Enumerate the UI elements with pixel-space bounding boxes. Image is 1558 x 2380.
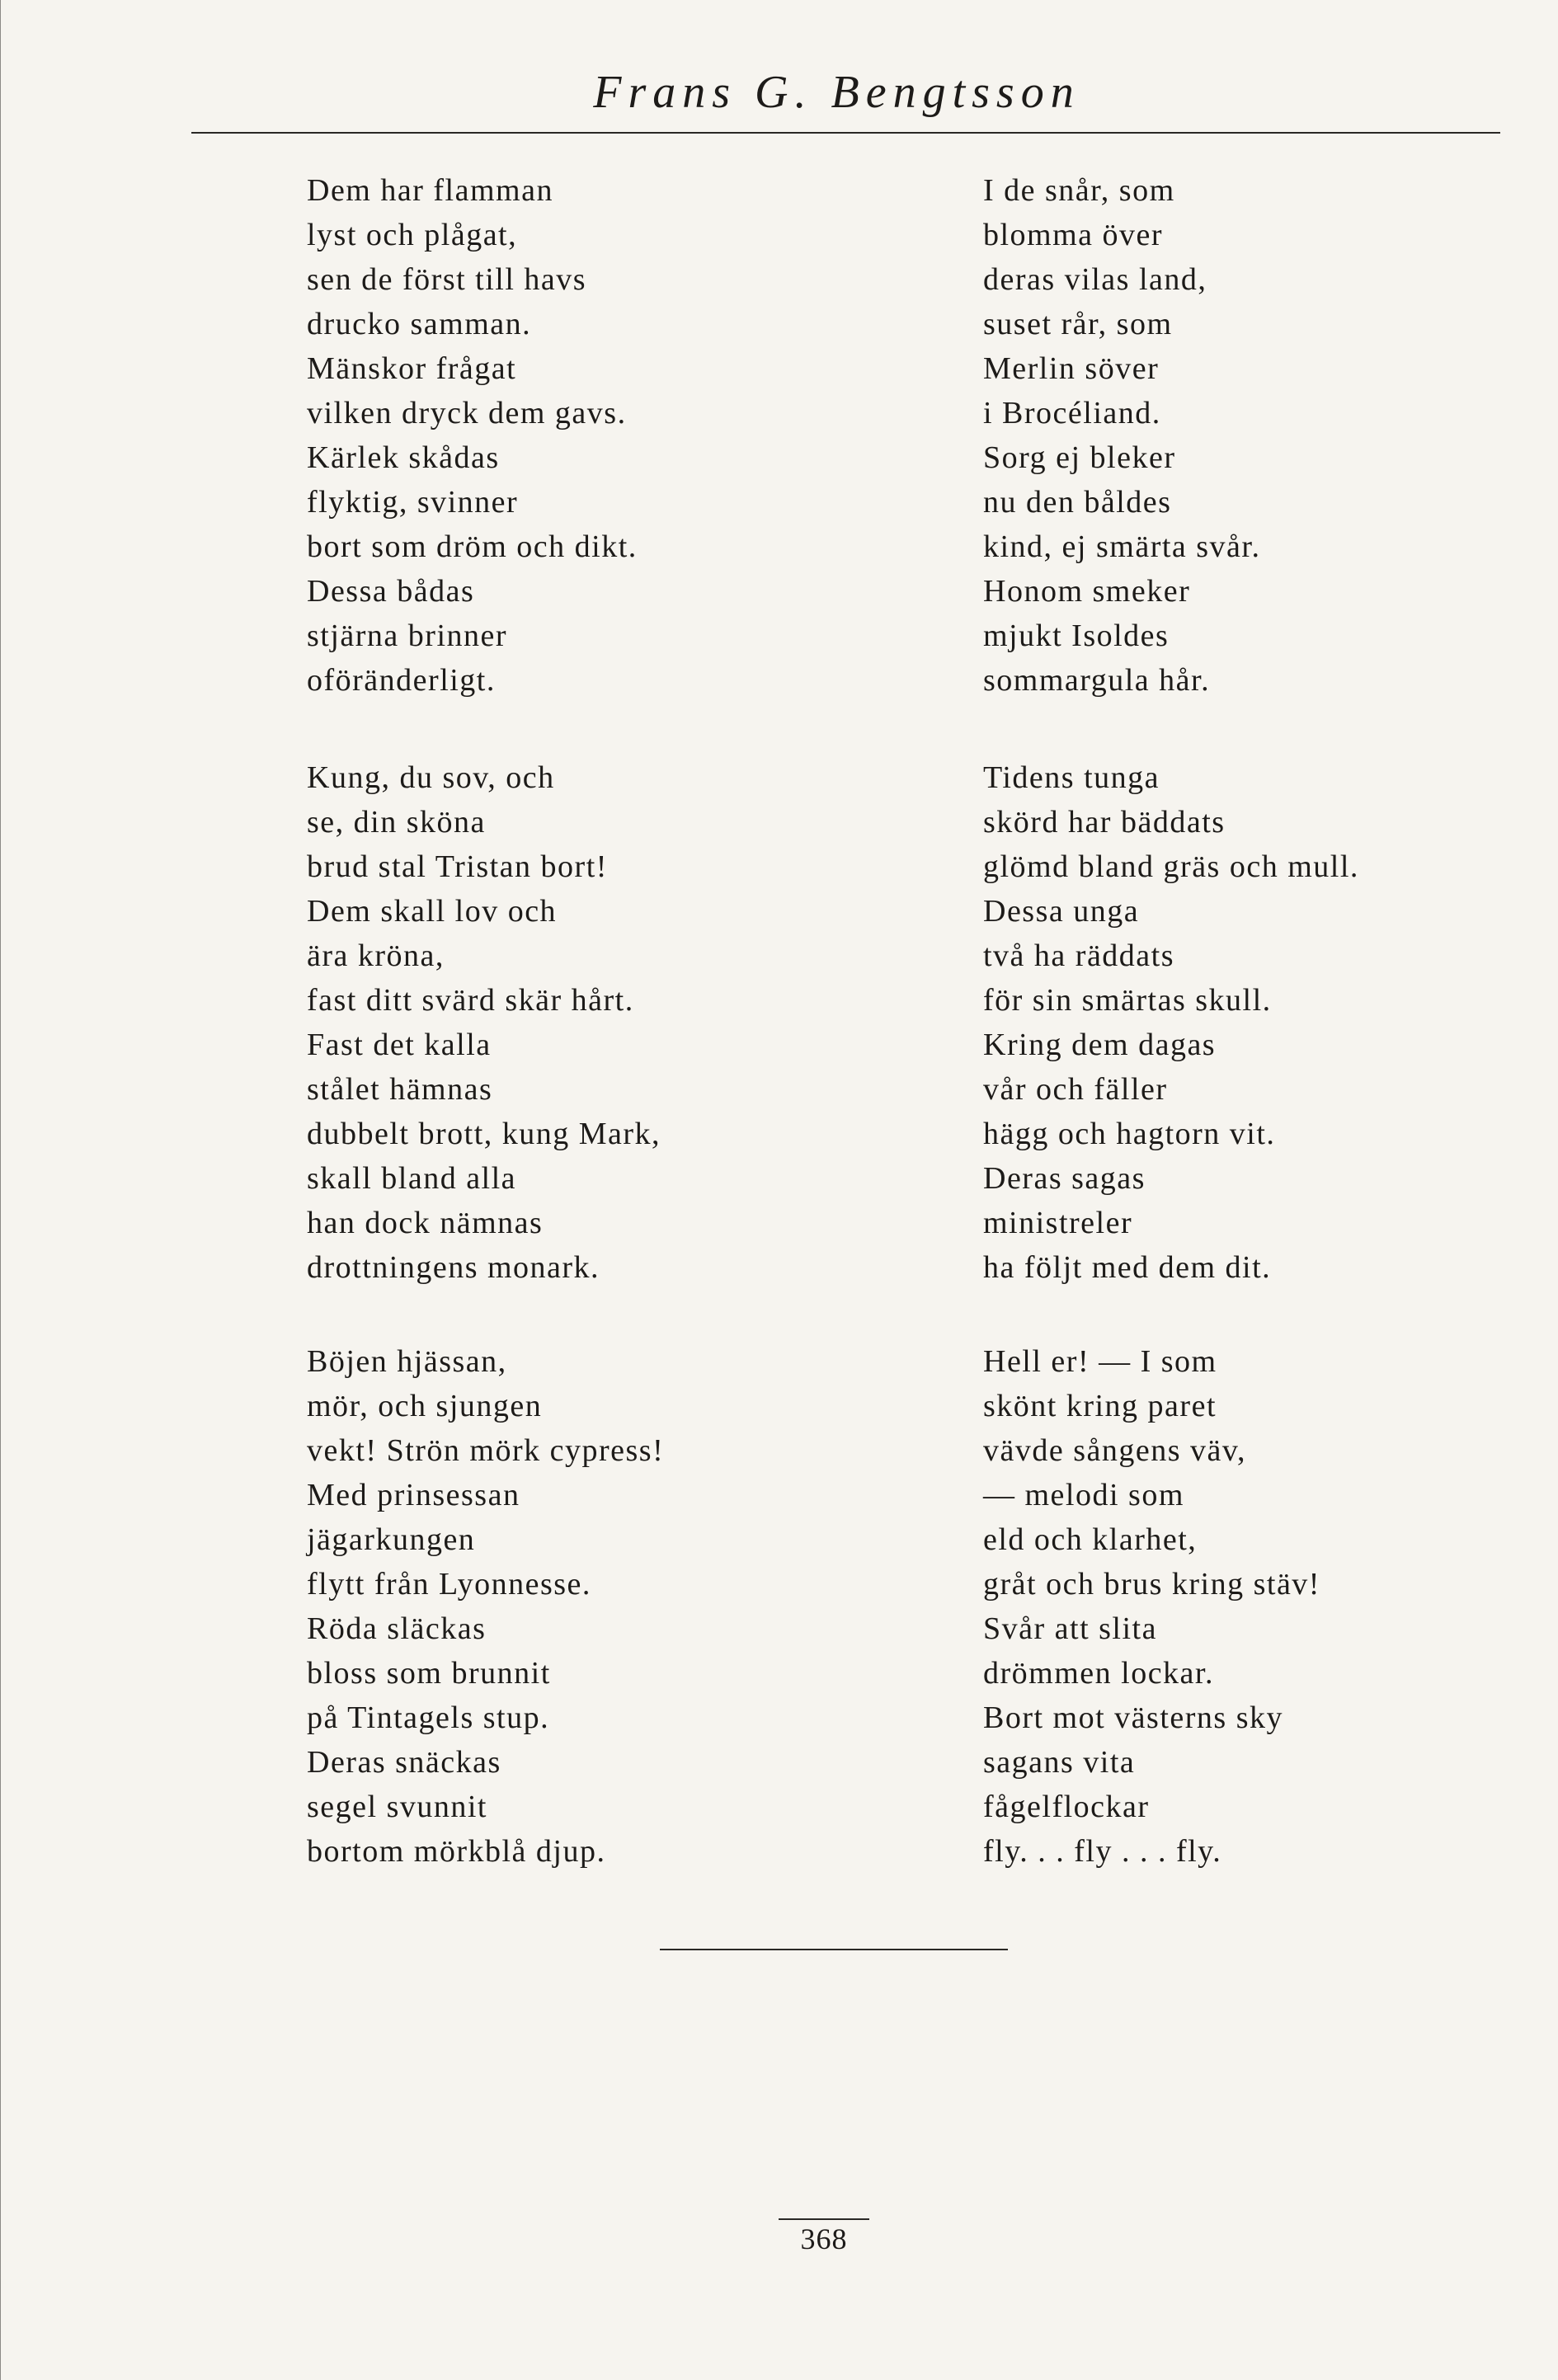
verse-line: bortom mörkblå djup. [307, 1834, 606, 1869]
verse-line: Dem skall lov och [307, 894, 558, 929]
verse-line: dubbelt brott, kung Mark, [307, 1117, 661, 1151]
verse-line: Hell er! — I som [983, 1344, 1217, 1379]
verse-line: drottningens monark. [307, 1250, 600, 1285]
verse-line: stålet hämnas [307, 1072, 493, 1107]
verse-line: segel svunnit [307, 1790, 487, 1824]
verse-line: stjärna brinner [307, 619, 508, 653]
verse-line: Svår att slita [983, 1611, 1157, 1646]
verse-line: bort som dröm och dikt. [307, 529, 638, 564]
verse-line: oföränderligt. [307, 663, 496, 698]
verse-line: Deras snäckas [307, 1745, 501, 1780]
verse-line: brud stal Tristan bort! [307, 849, 608, 884]
verse-line: i Brocéliand. [983, 396, 1161, 430]
verse-line: skönt kring paret [983, 1389, 1217, 1423]
verse-line: Deras sagas [983, 1161, 1146, 1196]
verse-line: Böjen hjässan, [307, 1344, 507, 1379]
verse-line: drucko samman. [307, 307, 532, 341]
verse-line: Kärlek skådas [307, 440, 500, 475]
verse-line: Fast det kalla [307, 1028, 492, 1062]
verse-line: mjukt Isoldes [983, 619, 1170, 653]
verse-line: han dock nämnas [307, 1206, 544, 1240]
verse-line: se, din sköna [307, 805, 486, 840]
verse-line: för sin smärtas skull. [983, 983, 1272, 1018]
stanza-5 [307, 1339, 664, 1874]
verse-line: vilken dryck dem gavs. [307, 396, 627, 430]
verse-line: blomma över [983, 218, 1164, 252]
verse-line: hägg och hagtorn vit. [983, 1117, 1276, 1151]
page-number: 368 [779, 2218, 869, 2256]
verse-line: glömd bland gräs och mull. [983, 849, 1359, 884]
verse-line: sagans vita [983, 1745, 1136, 1780]
verse-line: Med prinsessan [307, 1478, 520, 1512]
verse-line: ha följt med dem dit. [983, 1250, 1272, 1285]
verse-line: Dessa unga [983, 894, 1140, 929]
verse-line: Kung, du sov, och [307, 760, 555, 795]
verse-line: två ha räddats [983, 938, 1175, 973]
verse-line: Dessa bådas [307, 574, 475, 609]
verse-line: ministreler [983, 1206, 1133, 1240]
verse-line: ära kröna, [307, 938, 445, 973]
verse-line: vävde sångens väv, [983, 1433, 1246, 1468]
verse-line: kind, ej smärta svår. [983, 529, 1261, 564]
header-rule [191, 132, 1500, 134]
verse-line: vår och fäller [983, 1072, 1168, 1107]
author-running-head: Frans G. Bengtsson [593, 67, 1080, 118]
verse-line: Kring dem dagas [983, 1028, 1217, 1062]
verse-line: jägarkungen [307, 1522, 476, 1557]
verse-line: deras vilas land, [983, 262, 1207, 297]
page-header [0, 66, 1558, 119]
stanza-2 [983, 168, 1260, 703]
verse-line: Honom smeker [983, 574, 1191, 609]
verse-line: bloss som brunnit [307, 1656, 551, 1691]
verse-line: eld och klarhet, [983, 1522, 1198, 1557]
verse-line: drömmen lockar. [983, 1656, 1214, 1691]
verse-line: Merlin söver [983, 351, 1160, 386]
verse-line: skall bland alla [307, 1161, 517, 1196]
end-rule [660, 1949, 1008, 1950]
verse-line: suset rår, som [983, 307, 1173, 341]
stanza-6 [983, 1339, 1320, 1874]
verse-line: lyst och plågat, [307, 218, 518, 252]
verse-line: fast ditt svärd skär hårt. [307, 983, 634, 1018]
verse-line: fågelflockar [983, 1790, 1150, 1824]
verse-line: gråt och brus kring stäv! [983, 1567, 1320, 1602]
verse-line: Sorg ej bleker [983, 440, 1176, 475]
verse-line: på Tintagels stup. [307, 1700, 550, 1735]
verse-line: Mänskor frågat [307, 351, 517, 386]
verse-line: Röda släckas [307, 1611, 487, 1646]
stanza-4 [983, 755, 1359, 1290]
verse-line: flyktig, svinner [307, 485, 519, 520]
verse-line: Bort mot västerns sky [983, 1700, 1283, 1735]
verse-line: skörd har bäddats [983, 805, 1226, 840]
verse-line: — melodi som [983, 1478, 1184, 1512]
stanza-3 [307, 755, 661, 1290]
verse-line: fly. . . fly . . . fly. [983, 1834, 1222, 1869]
page-edge [0, 0, 1, 2380]
verse-line: sen de först till havs [307, 262, 587, 297]
verse-line: Tidens tunga [983, 760, 1160, 795]
verse-line: flytt från Lyonnesse. [307, 1567, 591, 1602]
verse-line: sommargula hår. [983, 663, 1211, 698]
verse-line: nu den båldes [983, 485, 1172, 520]
verse-line: vekt! Strön mörk cypress! [307, 1433, 665, 1468]
verse-line: Dem har flamman [307, 173, 553, 208]
stanza-1 [307, 168, 638, 703]
verse-line: mör, och sjungen [307, 1389, 543, 1423]
verse-line: I de snår, som [983, 173, 1175, 208]
